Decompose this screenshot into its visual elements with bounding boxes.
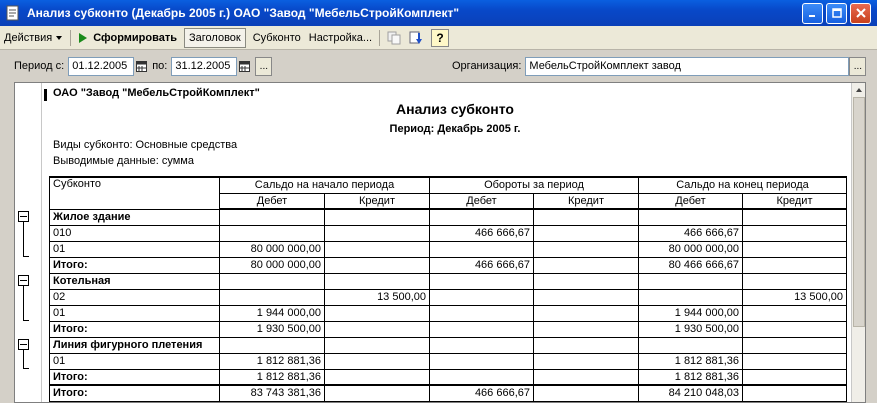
window-titlebar <box>0 0 877 26</box>
opening-credit-cell <box>325 257 430 273</box>
period-to-input[interactable]: 31.12.2005 <box>171 57 237 76</box>
group-bracket-line <box>23 286 24 320</box>
group-total-row[interactable] <box>50 321 847 337</box>
cell-cursor <box>44 89 47 101</box>
closing-credit-cell <box>743 305 847 321</box>
toolbar-separator <box>379 30 380 46</box>
header-toggle-button[interactable] <box>184 28 246 48</box>
organization-label: Организация: <box>452 60 522 72</box>
subconto-button[interactable] <box>249 28 305 48</box>
closing-credit-cell <box>743 353 847 369</box>
grand-total-row[interactable] <box>50 385 847 401</box>
organization-filter <box>452 56 866 76</box>
subconto-analysis-table <box>49 176 847 402</box>
closing-debit-cell: 1 944 000,00 <box>639 305 743 321</box>
turnover-debit-cell <box>430 353 534 369</box>
calendar-icon <box>136 61 147 72</box>
turnover-debit-cell <box>430 321 534 337</box>
opening-debit-cell: 83 743 381,36 <box>220 385 325 401</box>
opening-credit-cell: 13 500,00 <box>325 289 430 305</box>
document-icon <box>5 5 21 21</box>
group-bracket-tick <box>23 256 29 257</box>
closing-credit-cell: 13 500,00 <box>743 289 847 305</box>
group-header-row[interactable] <box>50 209 847 225</box>
turnover-credit-cell <box>534 289 639 305</box>
copy-icon <box>387 31 401 45</box>
copy-button[interactable] <box>384 28 404 48</box>
table-row[interactable] <box>50 225 847 241</box>
report-title: Анализ субконто <box>396 101 514 117</box>
row-code: 01 <box>50 353 220 369</box>
closing-debit-cell: 84 210 048,03 <box>639 385 743 401</box>
opening-credit-cell <box>325 385 430 401</box>
maximize-button[interactable] <box>826 3 847 24</box>
close-icon <box>856 8 866 18</box>
total-label: Итого: <box>50 257 220 273</box>
scroll-up-button[interactable] <box>853 84 865 96</box>
turnover-debit-cell: 466 666,67 <box>430 257 534 273</box>
dropdown-arrow-icon <box>55 35 63 41</box>
closing-debit-cell: 1 812 881,36 <box>639 369 743 385</box>
subconto-label: Субконто <box>252 31 301 44</box>
period-to-label: по: <box>152 60 168 72</box>
group-total-row[interactable] <box>50 257 847 273</box>
opening-debit-cell: 1 812 881,36 <box>220 353 325 369</box>
turnover-credit-cell <box>534 321 639 337</box>
opening-credit-cell <box>325 241 430 257</box>
closing-credit-cell <box>743 257 847 273</box>
turnover-credit-cell <box>534 305 639 321</box>
total-label: Итого: <box>50 369 220 385</box>
header-credit: Кредит <box>325 193 430 209</box>
refresh-button[interactable] <box>406 28 426 48</box>
maximize-icon <box>832 8 842 18</box>
minimize-icon <box>808 8 818 18</box>
row-code: 01 <box>50 241 220 257</box>
opening-credit-cell <box>325 369 430 385</box>
table-row[interactable] <box>50 289 847 305</box>
turnover-credit-cell <box>534 225 639 241</box>
report-organization: ОАО "Завод "МебельСтройКомплект" <box>53 87 260 99</box>
organization-input[interactable]: МебельСтройКомплект завод <box>525 57 849 76</box>
group-header-row[interactable] <box>50 337 847 353</box>
group-bracket-line <box>23 350 24 368</box>
header-debit: Дебет <box>639 193 743 209</box>
period-from-calendar-button[interactable] <box>134 57 148 76</box>
period-to-calendar-button[interactable] <box>237 57 251 76</box>
group-collapse-toggle[interactable] <box>18 339 29 350</box>
settings-label: Настройка... <box>308 31 373 44</box>
opening-credit-cell <box>325 353 430 369</box>
table-row[interactable] <box>50 353 847 369</box>
help-icon: ? <box>436 30 444 45</box>
opening-credit-cell <box>325 225 430 241</box>
closing-debit-cell: 1 930 500,00 <box>639 321 743 337</box>
turnover-credit-cell <box>534 257 639 273</box>
header-debit: Дебет <box>430 193 534 209</box>
calendar-icon <box>239 61 250 72</box>
closing-debit-cell <box>639 289 743 305</box>
actions-label: Действия <box>4 31 53 44</box>
period-select-button[interactable]: ... <box>255 57 272 76</box>
period-from-input[interactable]: 01.12.2005 <box>68 57 134 76</box>
opening-debit-cell: 1 930 500,00 <box>220 321 325 337</box>
play-icon <box>78 32 88 44</box>
help-button[interactable] <box>431 29 449 47</box>
minimize-button[interactable] <box>802 3 823 24</box>
opening-debit-cell: 1 812 881,36 <box>220 369 325 385</box>
settings-button[interactable] <box>305 28 376 48</box>
refresh-icon <box>408 30 424 46</box>
opening-debit-cell <box>220 225 325 241</box>
report-subconto-kinds: Виды субконто: Основные средства <box>53 139 238 151</box>
generate-button[interactable] <box>74 28 181 48</box>
total-label: Итого: <box>50 321 220 337</box>
grouping-gutter <box>15 83 42 402</box>
turnover-credit-cell <box>534 385 639 401</box>
row-code: 010 <box>50 225 220 241</box>
period-filter <box>14 56 272 76</box>
table-row[interactable] <box>50 241 847 257</box>
opening-debit-cell: 1 944 000,00 <box>220 305 325 321</box>
closing-debit-cell: 1 812 881,36 <box>639 353 743 369</box>
header-turnover: Обороты за период <box>430 177 639 193</box>
header-credit: Кредит <box>743 193 847 209</box>
opening-debit-cell: 80 000 000,00 <box>220 257 325 273</box>
closing-credit-cell <box>743 225 847 241</box>
arrow-up-icon <box>855 87 863 93</box>
period-from-label: Период с: <box>14 60 65 72</box>
group-bracket-tick <box>23 320 29 321</box>
scroll-thumb[interactable] <box>853 97 865 327</box>
command-toolbar <box>0 26 877 50</box>
close-button[interactable] <box>850 3 871 24</box>
row-code: 01 <box>50 305 220 321</box>
opening-debit-cell: 80 000 000,00 <box>220 241 325 257</box>
turnover-debit-cell <box>430 241 534 257</box>
turnover-debit-cell <box>430 369 534 385</box>
group-bracket-line <box>23 222 24 256</box>
closing-debit-cell: 466 666,67 <box>639 225 743 241</box>
turnover-credit-cell <box>534 353 639 369</box>
header-subconto: Субконто <box>50 177 220 209</box>
group-name: Котельная <box>50 273 220 289</box>
vertical-scrollbar[interactable] <box>851 83 865 402</box>
closing-debit-cell: 80 466 666,67 <box>639 257 743 273</box>
turnover-debit-cell: 466 666,67 <box>430 385 534 401</box>
report-period: Период: Декабрь 2005 г. <box>389 123 521 135</box>
header-label: Заголовок <box>189 31 241 44</box>
closing-credit-cell <box>743 385 847 401</box>
turnover-debit-cell: 466 666,67 <box>430 225 534 241</box>
table-row[interactable] <box>50 305 847 321</box>
opening-credit-cell <box>325 305 430 321</box>
closing-credit-cell <box>743 241 847 257</box>
window-title: Анализ субконто (Декабрь 2005 г.) ОАО "Завод "МебельСтройКомплект" <box>27 6 460 20</box>
header-opening-balance: Сальдо на начало периода <box>220 177 430 193</box>
closing-credit-cell <box>743 321 847 337</box>
generate-label: Сформировать <box>93 31 177 44</box>
opening-credit-cell <box>325 321 430 337</box>
grand-total-label: Итого: <box>50 385 220 401</box>
actions-menu-button[interactable] <box>0 28 67 48</box>
group-total-row[interactable] <box>50 369 847 385</box>
report-output-data: Выводимые данные: сумма <box>53 155 194 167</box>
organization-select-button[interactable]: ... <box>849 57 866 76</box>
header-debit: Дебет <box>220 193 325 209</box>
closing-credit-cell <box>743 369 847 385</box>
group-name: Линия фигурного плетения <box>50 337 220 353</box>
turnover-debit-cell <box>430 289 534 305</box>
header-credit: Кредит <box>534 193 639 209</box>
group-collapse-toggle[interactable] <box>18 275 29 286</box>
header-closing-balance: Сальдо на конец периода <box>639 177 847 193</box>
group-name: Жилое здание <box>50 209 220 225</box>
group-collapse-toggle[interactable] <box>18 211 29 222</box>
toolbar-separator <box>70 30 71 46</box>
closing-debit-cell: 80 000 000,00 <box>639 241 743 257</box>
row-code: 02 <box>50 289 220 305</box>
turnover-credit-cell <box>534 241 639 257</box>
turnover-debit-cell <box>430 305 534 321</box>
group-bracket-tick <box>23 368 29 369</box>
group-header-row[interactable] <box>50 273 847 289</box>
opening-debit-cell <box>220 289 325 305</box>
turnover-credit-cell <box>534 369 639 385</box>
report-spreadsheet[interactable] <box>14 82 866 403</box>
